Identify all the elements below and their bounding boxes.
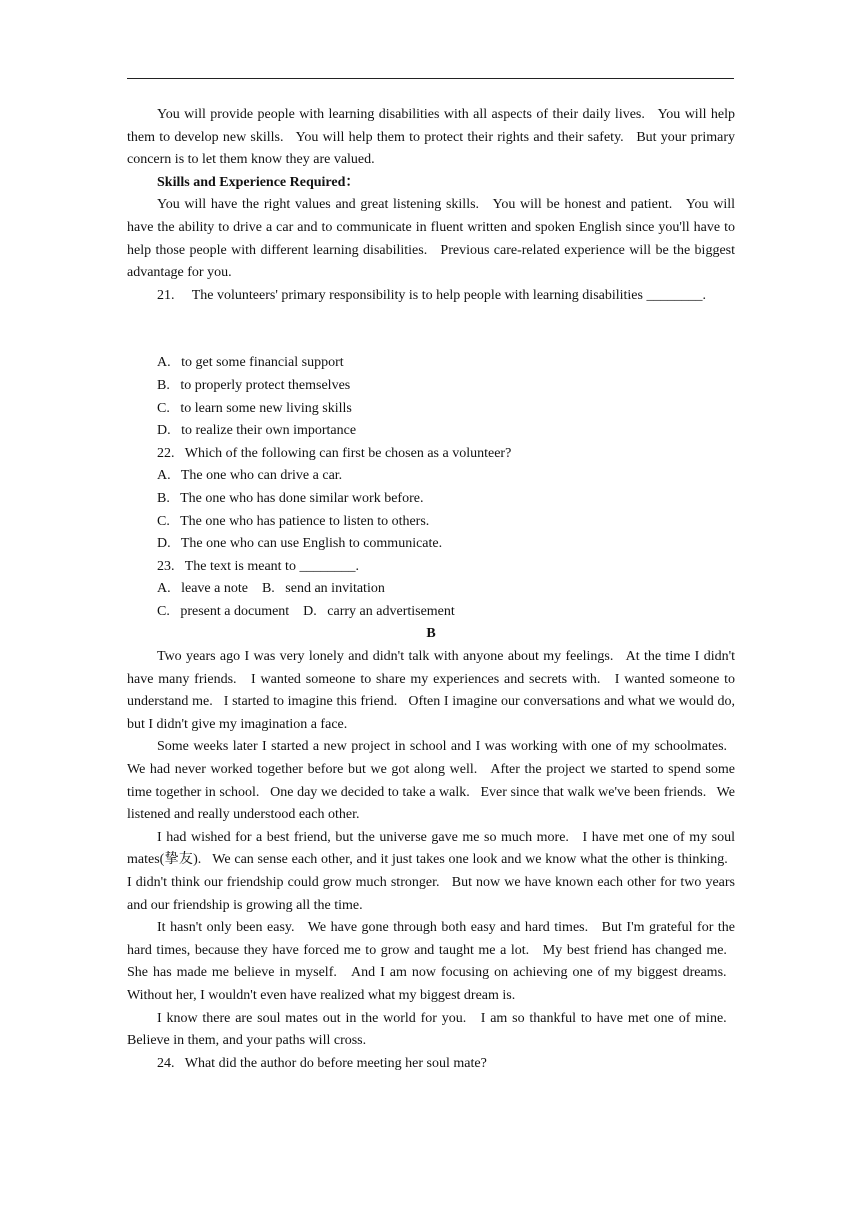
section-b-paragraph-1: Two years ago I was very lonely and didn't talk with anyone about my feelings. At the time I didn't have many friends. I wanted someone to share my experiences and secrets with. I wanted someone to understand me. I started to imagine this friend. Often I imagine our conversations and what we would do, but I didn't give my imagination a face. <box>127 649 735 732</box>
question-21-option-b: B. to properly protect themselves <box>157 377 351 393</box>
question-23-stem: 23. The text is meant to ________. <box>157 558 359 574</box>
question-21-option-c: C. to learn some new living skills <box>157 400 352 416</box>
section-b-heading: B <box>426 626 436 642</box>
question-24-stem: 24. What did the author do before meeting her soul mate? <box>157 1055 487 1071</box>
passage-a-paragraph-2: You will have the right values and great listening skills. You will be honest and patient. You will have the ability to drive a car and to communicate in fluent written and spoken English since you'll have to help those people with different learning disabilities. Previous care-related experience will be the biggest advantage for you. <box>127 197 735 281</box>
header-rule <box>127 78 734 79</box>
spacer <box>127 307 735 352</box>
question-21-option-a: A. to get some financial support <box>157 355 344 371</box>
question-23-options-cd: C. present a document D. carry an advertisement <box>157 603 455 619</box>
question-23-options-ab: A. leave a note B. send an invitation <box>157 581 385 597</box>
section-b-paragraph-3: I had wished for a best friend, but the universe gave me so much more. I have met one of my soul mates(挚友). We can sense each other, and it just takes one look and we know what the other is thinking. I didn't think our friendship could grow much stronger. But now we have known each other for two years and our friendship is growing all the time. <box>127 829 735 913</box>
question-22-option-c: C. The one who has patience to listen to others. <box>157 513 430 529</box>
question-21-option-d: D. to realize their own importance <box>157 423 357 439</box>
section-b-paragraph-2: Some weeks later I started a new project in school and I was working with one of my schoolmates. We had never worked together before but we got along well. After the project we started to spend some time together in school. One day we decided to take a walk. Ever since that walk we've been friends. We listened and really understood each other. <box>127 739 735 823</box>
section-b-paragraph-5: I know there are soul mates out in the world for you. I am so thankful to have met one of mine. Believe in them, and your paths will cross. <box>127 1010 735 1049</box>
skills-heading: Skills and Experience Required： <box>157 174 360 190</box>
question-22-option-d: D. The one who can use English to communicate. <box>157 536 443 552</box>
question-22-stem: 22. Which of the following can first be chosen as a volunteer? <box>157 445 512 461</box>
section-b-paragraph-4: It hasn't only been easy. We have gone through both easy and hard times. But I'm grateful for the hard times, because they have forced me to grow and taught me a lot. My best friend has changed me. She has made me believe in myself. And I am now focusing on achieving one of my biggest dreams. Without her, I wouldn't even have realized what my biggest dream is. <box>127 920 735 1003</box>
question-21-stem: 21. The volunteers' primary responsibility is to help people with learning disabilities ________. <box>157 287 706 303</box>
document-page <box>127 104 735 1075</box>
question-22-option-a: A. The one who can drive a car. <box>157 468 343 484</box>
passage-a-paragraph-1: You will provide people with learning disabilities with all aspects of their daily lives. You will help them to develop new skills. You will help them to protect their rights and their safety. But your primary concern is to let them know they are valued. <box>127 107 735 168</box>
question-22-option-b: B. The one who has done similar work before. <box>157 490 424 506</box>
